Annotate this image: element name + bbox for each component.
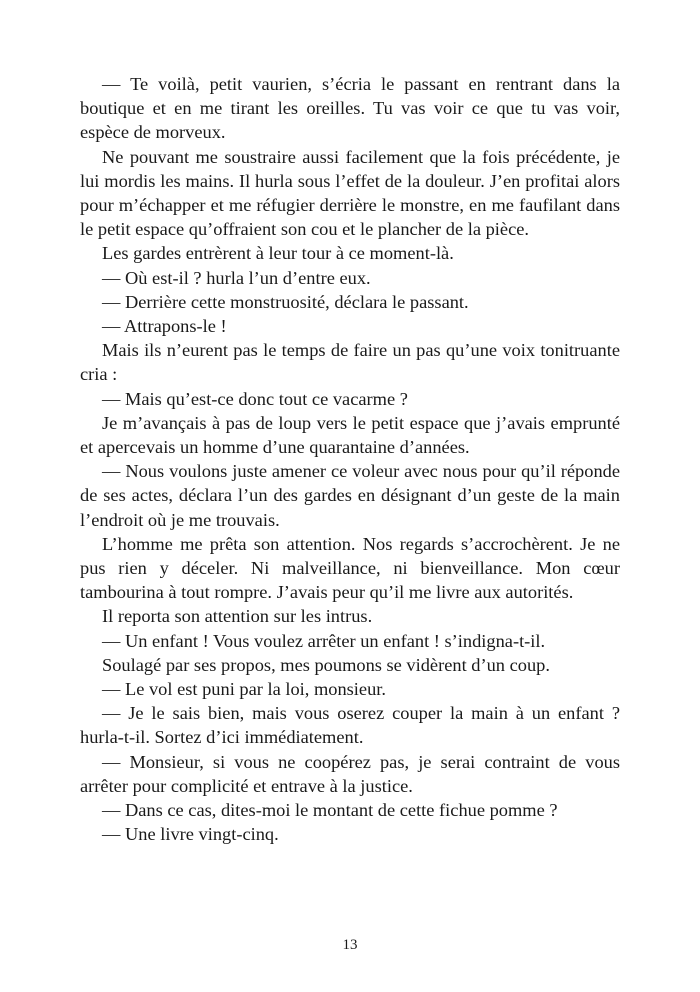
page-body [80,72,620,847]
paragraph: — Te voilà, petit vaurien, s’écria le passant en rentrant dans la boutique et en me tirant les oreilles. Tu vas voir ce que tu vas voir, espèce de morveux. [80,74,620,143]
paragraph: Ne pouvant me soustraire aussi facilement que la fois précédente, je lui mordis les mains. Il hurla sous l’effet de la douleur. J’en profitai alors pour m’échapper et me réfugier derrière le monstre, en me faufilant dans le petit espace qu’offraient son cou et le plancher de la pièce. [80,146,620,240]
paragraph: — Où est-il ? hurla l’un d’entre eux. [102,267,371,288]
paragraph: Je m’avançais à pas de loup vers le petit espace que j’avais emprunté et apercevais un homme d’une quarantaine d’années. [80,412,620,458]
paragraph: — Un enfant ! Vous voulez arrêter un enfant ! s’indigna-t-il. [102,630,546,651]
paragraph: — Attrapons-le ! [102,316,227,337]
paragraph: L’homme me prêta son attention. Nos regards s’accrochèrent. Je ne pus rien y déceler. Ni malveillance, ni bienveillance. Mon cœur tambourina à tout rompre. J’avais peur qu’il me livre aux autorités. [80,533,620,603]
paragraph: — Le vol est puni par la loi, monsieur. [102,679,386,700]
paragraph: — Je le sais bien, mais vous oserez couper la main à un enfant ? hurla-t-il. Sortez d’ici immédiatement. [80,703,620,748]
paragraph: — Une livre vingt-cinq. [102,824,279,845]
page-number: 13 [342,937,358,953]
paragraph: — Nous voulons juste amener ce voleur avec nous pour qu’il réponde de ses actes, déclara l’un des gardes en désignant d’un geste de la main l’endroit où je me trouvais. [80,461,620,530]
paragraph: Les gardes entrèrent à leur tour à ce moment-là. [102,243,454,264]
paragraph: — Dans ce cas, dites-moi le montant de cette fichue pomme ? [102,800,558,821]
paragraph: — Monsieur, si vous ne coopérez pas, je serai contraint de vous arrêter pour complicité et entrave à la justice. [80,751,620,796]
paragraph: — Derrière cette monstruosité, déclara le passant. [102,291,469,312]
paragraph: Mais ils n’eurent pas le temps de faire un pas qu’une voix tonitruante cria : [80,340,620,385]
paragraph: — Mais qu’est-ce donc tout ce vacarme ? [102,388,408,409]
paragraph: Soulagé par ses propos, mes poumons se vidèrent d’un coup. [102,654,550,675]
paragraph: Il reporta son attention sur les intrus. [102,606,373,627]
